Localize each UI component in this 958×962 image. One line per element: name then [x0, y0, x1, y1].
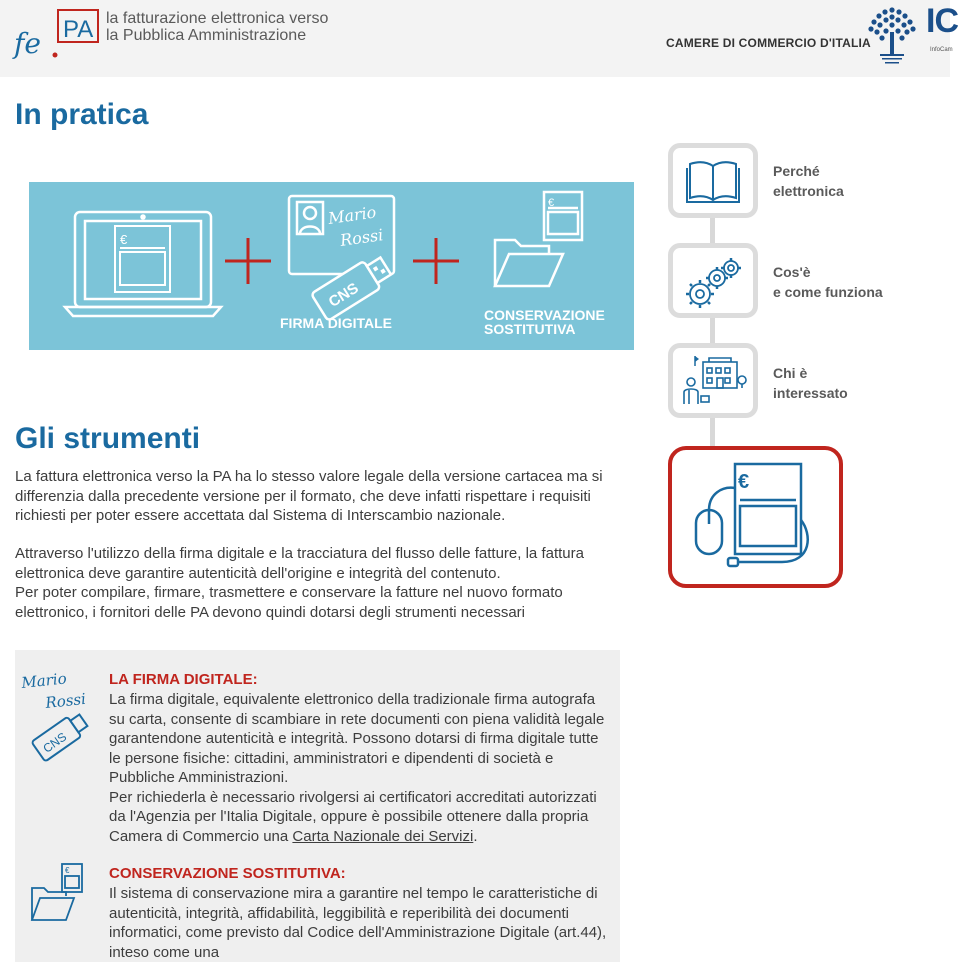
folder-invoice-icon	[495, 192, 582, 286]
svg-text:CNS: CNS	[325, 279, 362, 311]
svg-text:€: €	[120, 232, 128, 247]
fepa-logo[interactable]	[14, 8, 102, 60]
svg-text:PA: PA	[63, 16, 94, 43]
conservazione-folder-icon	[28, 862, 84, 924]
building-icon	[673, 348, 753, 413]
svg-text:fe: fe	[14, 27, 41, 60]
site-header	[0, 0, 958, 77]
firma-digitale-icon	[20, 668, 92, 758]
logo-tagline: la fatturazione elettronica verso la Pubblica Amministrazione	[106, 10, 329, 44]
nav-item-strumenti-active[interactable]	[668, 446, 843, 588]
firma-paragraph: Attraverso l'utilizzo della firma digitale e la tracciatura del flusso delle fatture, la fattura elettronica deve garantire autenticità dell'origine e integrità del contenuto.	[15, 545, 584, 582]
firma-digitale-text: La firma digitale, equivalente elettronico della tradizionale firma autografa su carta, consente di scambiare in rete documenti con piena validità legale garantendone autenticità e integrità. Possono dotarsi di firma digitale tutte le persone fisiche: cittadini, amministratori e dipendenti di società e Pubbliche Amministrazioni. Per richiederla è necessario rivolgersi ai certificatori accreditati autorizzati da l'Agenzia per l'Italia Digitale, oppure è possibile ottenere dalla propria Camera di Commercio una Carta Nazionale dei Servizi.	[109, 691, 605, 845]
nav-item-perche[interactable]	[668, 143, 758, 218]
svg-text:€: €	[548, 197, 555, 209]
nav-label-perche[interactable]: Perché elettronica	[773, 163, 844, 199]
svg-text:Mario: Mario	[20, 669, 68, 692]
banner-label-conservazione: CONSERVAZIONE SOSTITUTIVA	[484, 307, 605, 337]
conservazione-text: Il sistema di conservazione mira a garantire nel tempo le caratteristiche di autenticità, integrità, affidabilità, leggibilità e reperibilità dei documenti informatici, come previsto dal Codice dell'Amministrazione Digitale (art.44), inteso come una	[109, 885, 607, 961]
tools-banner	[29, 182, 634, 350]
infocamere-logo-text[interactable]: IC	[926, 2, 958, 40]
nav-label-come-funziona[interactable]: Cos'è e come funziona	[773, 264, 883, 300]
plus-icon	[413, 238, 459, 284]
svg-text:Mario: Mario	[326, 202, 378, 228]
usb-key-icon	[311, 252, 394, 320]
laptop-icon	[65, 212, 221, 316]
section-title: Gli strumenti	[15, 422, 201, 455]
nav-item-come-funziona[interactable]	[668, 243, 758, 318]
banner-label-firma: FIRMA DIGITALE	[280, 315, 392, 331]
nav-label-interessato[interactable]: Chi è interessato	[773, 365, 848, 401]
camere-commercio-label[interactable]: CAMERE DI COMMERCIO D'ITALIA	[666, 36, 871, 50]
svg-text:CNS: CNS	[40, 729, 70, 756]
intro-paragraph: La fattura elettronica verso la PA ha lo stesso valore legale della versione cartacea ma si differenzia dalla precedente versione per il formato, che deve infatti rispettare i requisiti richiesti per poter essere accettata dal Sistema di Interscambio nazionale.	[15, 468, 603, 524]
svg-text:€: €	[65, 866, 70, 875]
conservazione-title: CONSERVAZIONE SOSTITUTIVA:	[109, 865, 346, 882]
page-title: In pratica	[15, 98, 149, 131]
gears-icon	[673, 248, 753, 313]
invoice-mouse-icon	[672, 450, 839, 584]
firma-digitale-title: LA FIRMA DIGITALE:	[109, 671, 258, 688]
carta-nazionale-servizi-link[interactable]: Carta Nazionale dei Servizi	[292, 827, 474, 845]
svg-text:Rossi: Rossi	[338, 225, 385, 250]
svg-text:Rossi: Rossi	[44, 689, 87, 712]
svg-text:€: €	[738, 471, 750, 493]
plus-icon	[225, 238, 271, 284]
infocamere-tree-icon[interactable]	[862, 4, 922, 66]
book-icon	[673, 148, 753, 213]
infocamere-sublabel: InfoCam	[930, 47, 953, 53]
strumenti-paragraph: Per poter compilare, firmare, trasmettere e conservare la fatture nel nuovo formato elettronico, i fornitori delle PA devono quindi dotarsi degli strumenti necessari	[15, 584, 563, 621]
nav-item-interessato[interactable]	[668, 343, 758, 418]
